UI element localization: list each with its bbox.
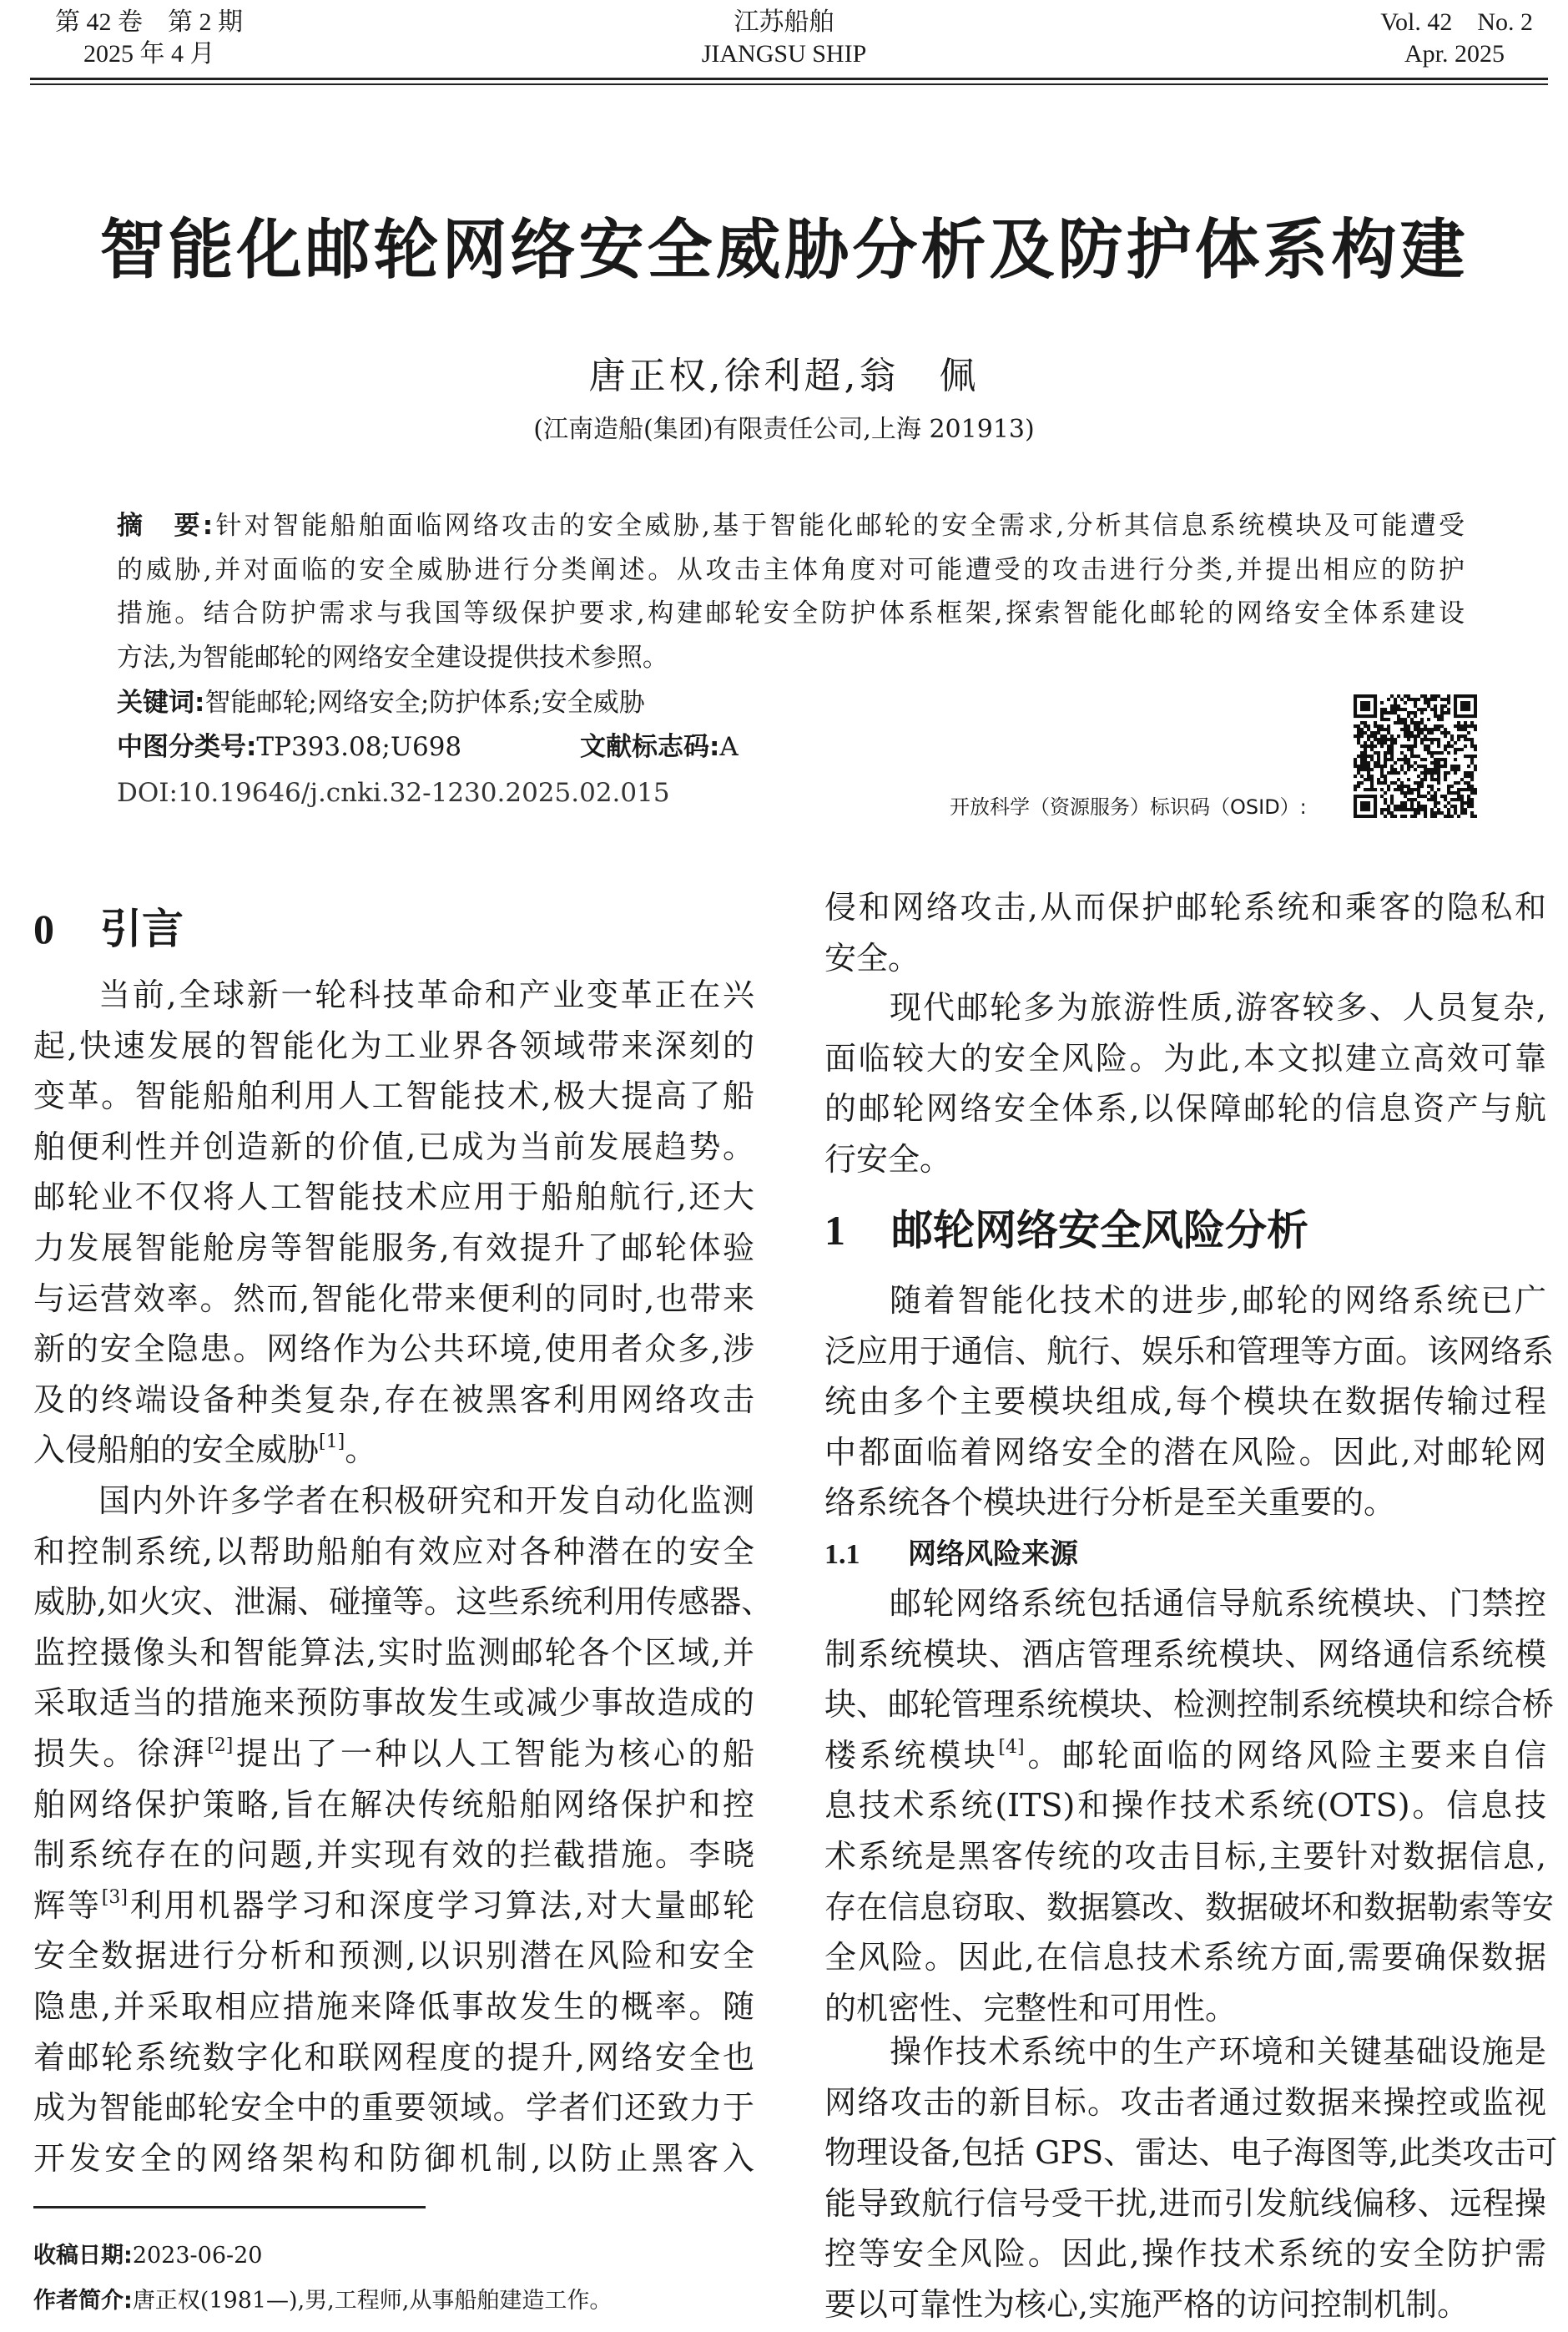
paragraph: [824, 882, 1546, 983]
section-title: 邮轮网络安全风险分析: [891, 1206, 1308, 1254]
text-line: 和控制系统,以帮助船舶有效应对各种潜在的安全: [33, 1532, 754, 1570]
abstract-line: [117, 636, 1465, 679]
keywords: [117, 681, 645, 724]
abstract-line: [117, 592, 1465, 635]
text-line: 起,快速发展的智能化为工业界各领域带来深刻的: [33, 1027, 754, 1064]
abstract-text: 的威胁,并对面临的安全威胁进行分类阐述。从攻击主体角度对可能遭受的攻击进行分类,并提出相应的防护: [117, 554, 1465, 585]
text-line: 监控摄像头和智能算法,实时监测邮轮各个区域,并: [33, 1633, 754, 1671]
text-line: 泛应用于通信、航行、娱乐和管理等方面。该网络系: [824, 1332, 1555, 1370]
text-line: 着邮轮系统数字化和联网程度的提升,网络安全也: [33, 2038, 754, 2076]
clc-value: TP393.08;U698: [256, 732, 462, 762]
qr-code-icon[interactable]: [1354, 694, 1477, 818]
clc-number: [117, 725, 461, 769]
text-line: 隐患,并采取相应措施来降低事故发生的概率。随: [33, 1987, 754, 2025]
keywords-label: 关键词:: [117, 688, 205, 718]
doi-label: DOI:: [117, 778, 178, 808]
section-heading: [824, 1203, 1308, 1258]
section-number: 1.1: [824, 1539, 860, 1570]
text-line: 息技术系统(ITS)和操作技术系统(OTS)。信息技: [824, 1787, 1546, 1825]
text-line: 要以可靠性为核心,实施严格的访问控制机制。: [824, 2285, 1470, 2323]
text-segment: 利用机器学习和深度学习算法,对大量邮轮: [127, 1886, 754, 1924]
text-line: 邮轮网络系统包括通信导航系统模块、门禁控: [890, 1585, 1546, 1622]
text-line: 的机密性、完整性和可用性。: [824, 1989, 1238, 2027]
header-rule-bottom: [30, 83, 1548, 85]
paragraph: [33, 970, 754, 1476]
paragraph: [33, 1476, 774, 2183]
doi: [117, 771, 670, 815]
paragraph: [824, 1578, 1555, 2033]
text-line: [33, 1880, 754, 1931]
abstract-text: 针对智能船舶面临网络攻击的安全威胁,基于智能化邮轮的安全需求,分析其信息系统模块及可能遭受: [213, 511, 1465, 541]
text-line: 采取适当的措施来预防事故发生或减少事故造成的: [33, 1684, 754, 1722]
keywords-value: 智能邮轮;网络安全;防护体系;安全威胁: [204, 688, 645, 718]
issue-info-en: [1380, 7, 1533, 70]
text-segment: 。邮轮面临的网络风险主要来自信: [1024, 1736, 1546, 1774]
text-line: 全风险。因此,在信息技术系统方面,需要确保数据: [824, 1939, 1546, 1976]
document-code: [580, 725, 739, 769]
text-line: [33, 1425, 754, 1476]
text-line: 侵和网络攻击,从而保护邮轮系统和乘客的隐私和: [824, 889, 1546, 926]
journal-name-en: JIANGSU SHIP: [701, 40, 867, 68]
author-bio-label: 作者简介:: [33, 2288, 133, 2314]
text-line: 物理设备,包括 GPS、雷达、电子海图等,此类攻击可: [824, 2134, 1558, 2172]
osid-label: 开放科学（资源服务）标识码（OSID）:: [950, 795, 1307, 819]
journal-name-cn: 江苏船舶: [734, 8, 834, 36]
abstract-text: 措施。结合防护需求与我国等级保护要求,构建邮轮安全防护体系框架,探索智能化邮轮的网络安全体系建设: [117, 598, 1465, 628]
text-line: 当前,全球新一轮科技革命和产业变革正在兴: [98, 977, 754, 1013]
text-line: 安全。: [824, 939, 920, 977]
header-rule-top: [30, 78, 1548, 80]
volume-issue: 第 42 卷 第 2 期: [55, 8, 243, 36]
footnote-rule: [33, 2206, 426, 2208]
text-line: 安全数据进行分析和预测,以识别潜在风险和安全: [33, 1937, 754, 1975]
text-line: 制系统存在的问题,并实现有效的拦截措施。李晓: [33, 1836, 754, 1874]
clc-label: 中图分类号:: [117, 732, 257, 762]
text-line: [33, 1729, 754, 1779]
section-title: 引言: [100, 905, 184, 953]
text-line: 开发安全的网络架构和防御机制,以防止黑客入: [33, 2139, 754, 2177]
text-line: 块、邮轮管理系统模块、检测控制系统模块和综合桥: [824, 1686, 1555, 1724]
citation: [4]: [998, 1736, 1025, 1758]
text-line: 现代邮轮多为旅游性质,游客较多、人员复杂,: [890, 989, 1546, 1026]
author-bio: [33, 2286, 612, 2316]
doi-value: 10.19646/j.cnki.32-1230.2025.02.015: [177, 778, 670, 808]
abstract-line: [117, 548, 1465, 592]
text-line: 操作技术系统中的生产环境和关键基础设施是: [890, 2033, 1546, 2070]
paper-title: 智能化邮轮网络安全威胁分析及防护体系构建: [99, 213, 1469, 288]
paragraph: [824, 2027, 1558, 2330]
abstract-text: 方法,为智能邮轮的网络安全建设提供技术参照。: [117, 642, 668, 673]
text-segment: 入侵船舶的安全威胁: [33, 1431, 320, 1469]
text-line: 随着智能化技术的进步,邮轮的网络系统已广: [890, 1282, 1546, 1319]
text-line: 能导致航行信号受干扰,进而引发航线偏移、远程操: [824, 2184, 1546, 2222]
text-line: 新的安全隐患。网络作为公共环境,使用者众多,涉: [33, 1330, 754, 1368]
text-line: 行安全。: [824, 1140, 952, 1178]
section-heading: [33, 901, 184, 957]
publication-date: 2025 年 4 月: [83, 40, 215, 68]
text-line: 邮轮业不仅将人工智能技术应用于船舶航行,还大: [33, 1179, 754, 1216]
citation: [1]: [319, 1431, 345, 1453]
text-segment: 楼系统模块: [824, 1736, 999, 1774]
affiliation: (江南造船(集团)有限责任公司,上海 201913): [533, 415, 1035, 444]
received-label: 收稿日期:: [33, 2243, 133, 2269]
author-bio-value: 唐正权(1981—),男,工程师,从事船舶建造工作。: [132, 2288, 613, 2314]
text-line: 的邮轮网络安全体系,以保障邮轮的信息资产与航: [824, 1090, 1546, 1128]
text-line: [824, 1730, 1546, 1781]
publication-date-en: Apr. 2025: [1404, 40, 1505, 68]
document-code-value: A: [719, 732, 739, 762]
volume-issue-en: Vol. 42 No. 2: [1380, 8, 1533, 36]
section-number: 1: [824, 1207, 845, 1254]
citation: [3]: [101, 1886, 128, 1908]
text-line: 成为智能邮轮安全中的重要领域。学者们还致力于: [33, 2089, 754, 2127]
text-line: 术系统是黑客传统的攻击目标,主要针对数据信息,: [824, 1837, 1546, 1875]
text-line: 舶便利性并创造新的价值,已成为当前发展趋势。: [33, 1128, 754, 1165]
paragraph: [824, 1275, 1555, 1528]
text-line: 网络攻击的新目标。攻击者通过数据来操控或监视: [824, 2083, 1546, 2121]
text-line: 国内外许多学者在积极研究和开发自动化监测: [98, 1482, 754, 1519]
paragraph: [824, 982, 1546, 1184]
abstract-line: [117, 504, 1465, 548]
text-line: 络系统各个模块进行分析是至关重要的。: [824, 1484, 1396, 1522]
journal-name: [0, 7, 1568, 70]
text-line: 与运营效率。然而,智能化带来便利的同时,也带来: [33, 1280, 754, 1317]
citation: [2]: [207, 1734, 234, 1756]
text-line: 威胁,如火灾、泄漏、碰撞等。这些系统利用传感器、: [33, 1583, 774, 1621]
section-heading: [824, 1533, 1078, 1576]
text-line: 力发展智能舱房等智能服务,有效提升了邮轮体验: [33, 1229, 754, 1266]
document-code-label: 文献标志码:: [580, 732, 720, 762]
section-title: 网络风险来源: [908, 1537, 1078, 1571]
received-value: 2023-06-20: [132, 2243, 263, 2269]
text-line: 控等安全风险。因此,操作技术系统的安全防护需: [824, 2235, 1546, 2273]
abstract-label: 摘 要:: [117, 511, 214, 541]
received-date: [33, 2241, 262, 2271]
text-line: 中都面临着网络安全的潜在风险。因此,对邮轮网: [824, 1433, 1546, 1471]
text-line: 舶网络保护策略,旨在解决传统船舶网络保护和控: [33, 1785, 754, 1823]
text-line: 变革。智能船舶利用人工智能技术,极大提高了船: [33, 1078, 754, 1115]
text-line: 统由多个主要模块组成,每个模块在数据传输过程: [824, 1383, 1546, 1421]
text-line: 面临较大的安全风险。为此,本文拟建立高效可靠: [824, 1039, 1546, 1077]
text-segment: 。: [345, 1431, 377, 1469]
text-line: 制系统模块、酒店管理系统模块、网络通信系统模: [824, 1635, 1546, 1673]
section-number: 0: [33, 906, 54, 952]
text-line: 存在信息窃取、数据篡改、数据破坏和数据勒索等安: [824, 1888, 1555, 1926]
text-segment: 提出了一种以人工智能为核心的船: [233, 1734, 754, 1772]
text-segment: 损失。徐湃: [33, 1734, 208, 1772]
text-segment: 辉等: [33, 1886, 102, 1924]
text-line: 及的终端设备种类复杂,存在被黑客利用网络攻击: [33, 1381, 754, 1418]
author-list: 唐正权,徐利超,翁 佩: [588, 355, 980, 397]
